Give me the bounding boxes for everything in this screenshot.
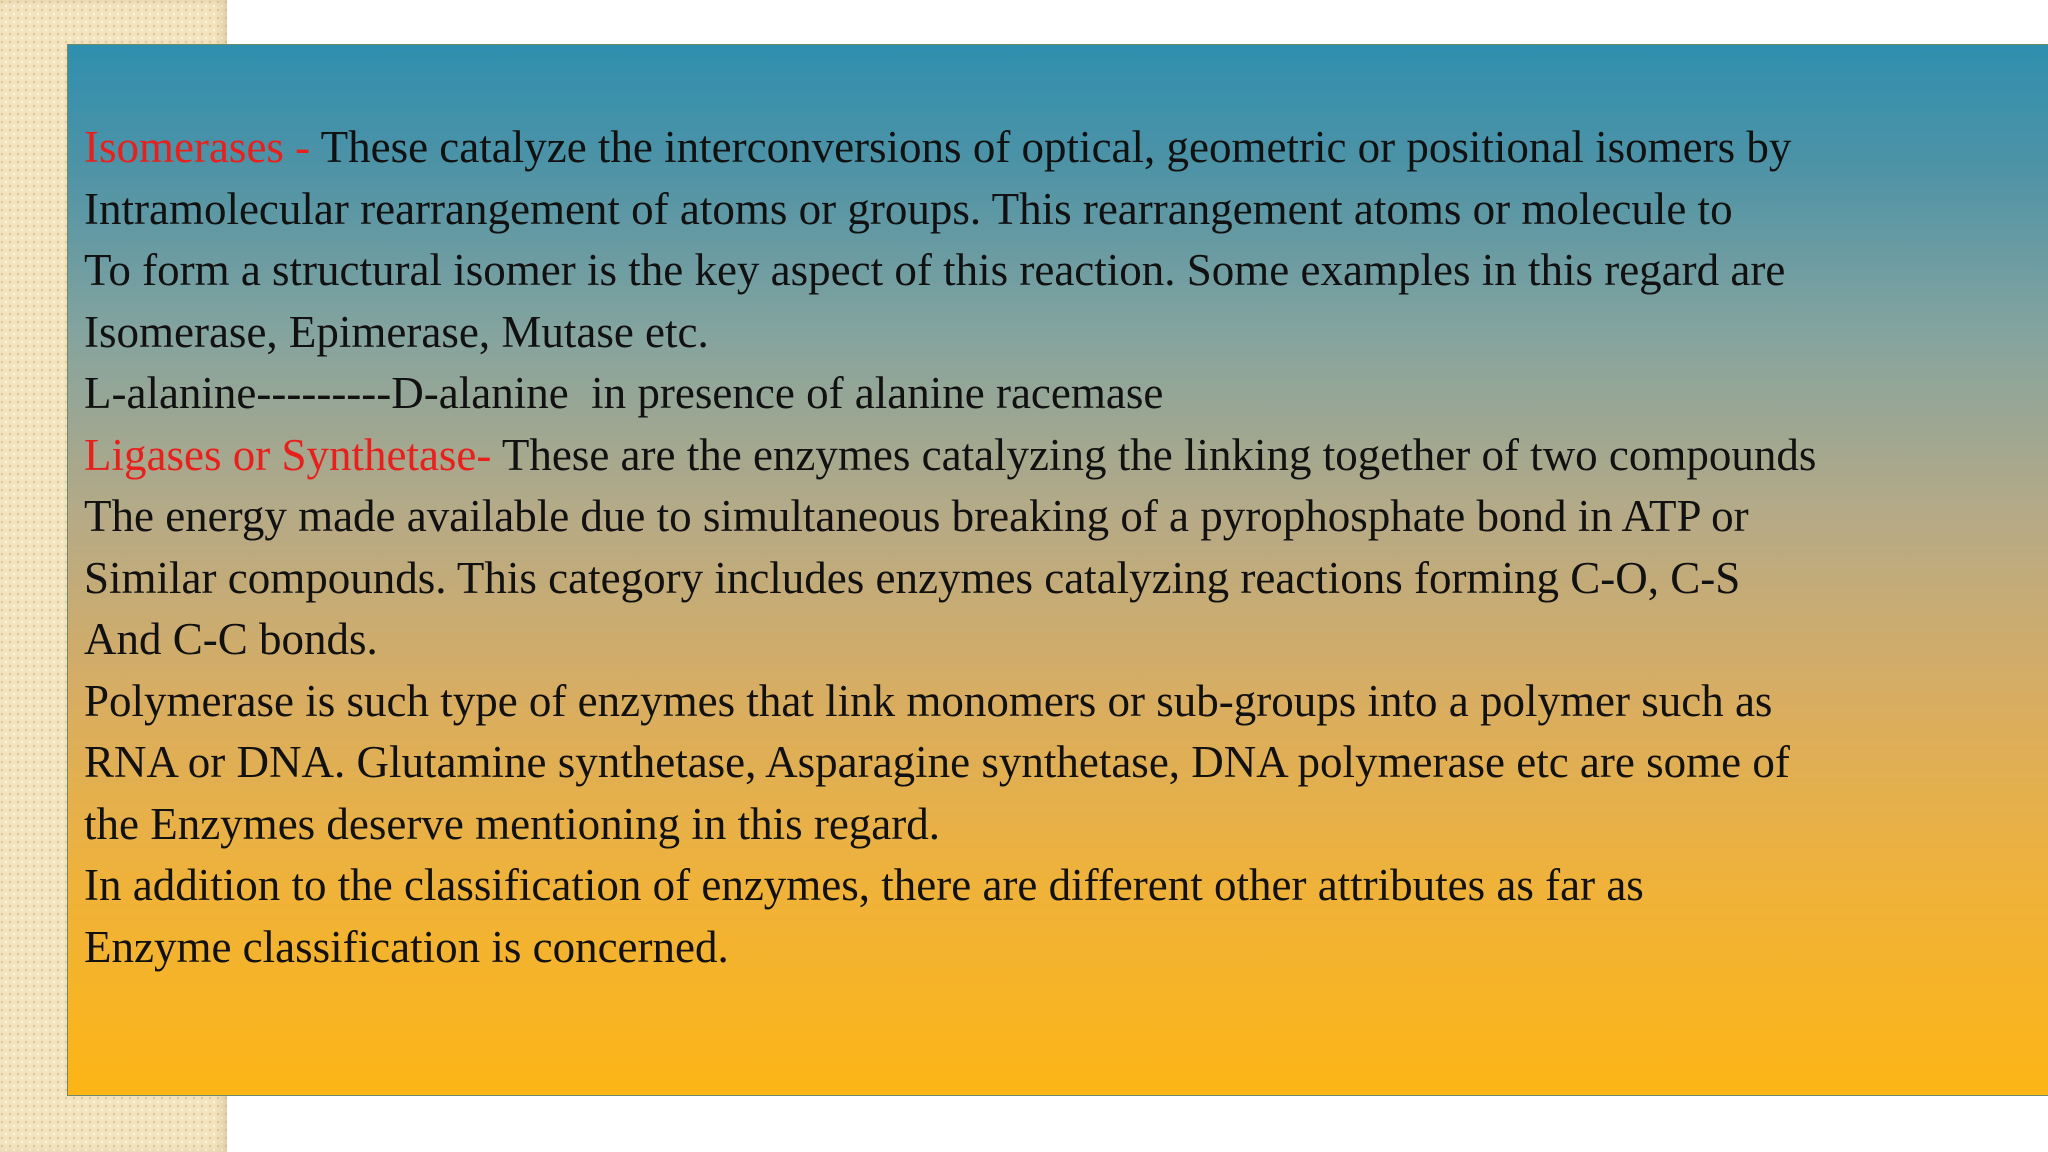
text-line-1: Isomerases - These catalyze the interconversions of optical, geometric or positional isomers by — [84, 122, 1792, 172]
text-line-5: L-alanine---------D-alanine in presence of alanine racemase — [84, 368, 1164, 418]
slide-body-text — [84, 117, 1816, 978]
text-line-9: And C-C bonds. — [84, 614, 378, 664]
text-line-2: Intramolecular rearrangement of atoms or groups. This rearrangement atoms or molecule to — [84, 183, 1733, 234]
text-line-10: Polymerase is such type of enzymes that link monomers or sub-groups into a polymer such as — [84, 675, 1773, 726]
text-line-11: RNA or DNA. Glutamine synthetase, Asparagine synthetase, DNA polymerase etc are some of — [84, 737, 1790, 787]
text-line-4: Isomerase, Epimerase, Mutase etc. — [84, 306, 709, 357]
term-ligases: Ligases or Synthetase- — [84, 429, 502, 480]
text-line-13: In addition to the classification of enzymes, there are different other attributes as far as — [84, 860, 1644, 910]
text-line-8: Similar compounds. This category includes enzymes catalyzing reactions forming C-O, C-S — [84, 552, 1741, 603]
term-isomerases: Isomerases - — [84, 122, 321, 172]
content-box — [67, 44, 2048, 1096]
text-line-7: The energy made available due to simultaneous breaking of a pyrophosphate bond in ATP or — [84, 491, 1749, 541]
text-line-6: Ligases or Synthetase- These are the enzymes catalyzing the linking together of two compounds — [84, 429, 1817, 480]
text-line-12: the Enzymes deserve mentioning in this regard. — [84, 798, 941, 849]
text-line-3: To form a structural isomer is the key aspect of this reaction. Some examples in this regard are — [84, 245, 1786, 295]
text-line-14: Enzyme classification is concerned. — [84, 921, 729, 972]
